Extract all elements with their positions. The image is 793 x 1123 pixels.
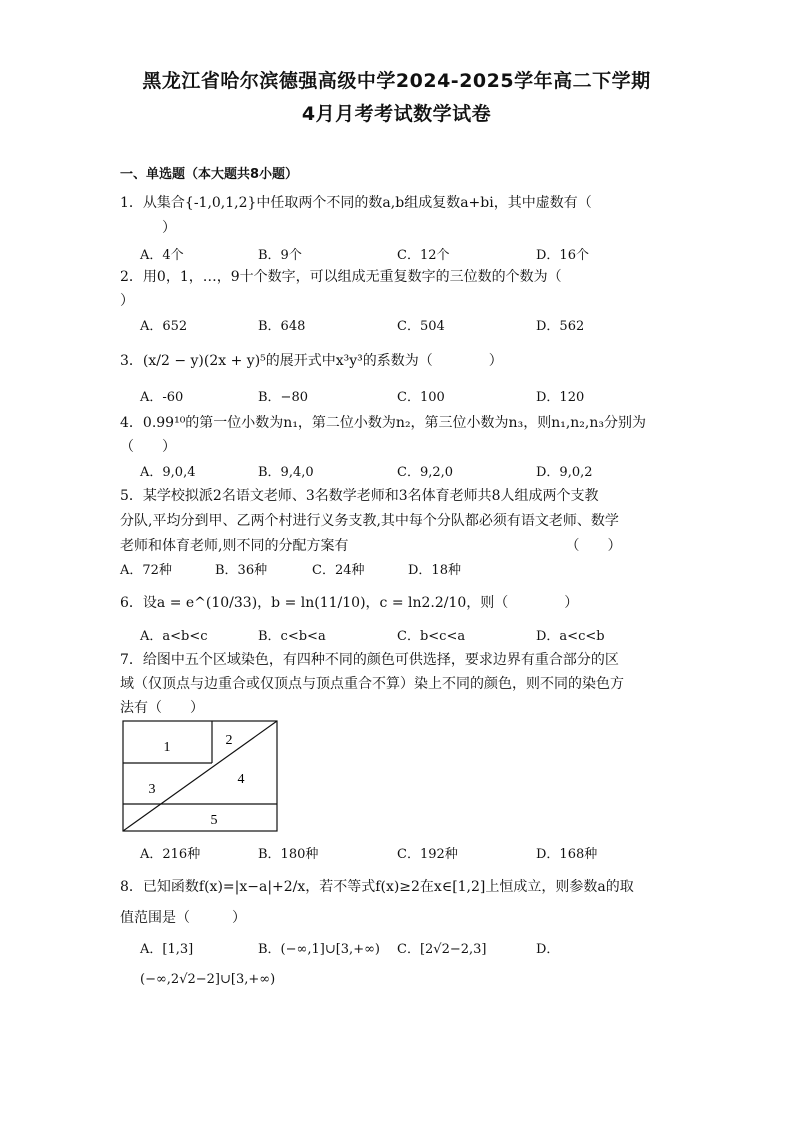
q4-option-b: B．9,4,0 <box>258 465 314 480</box>
q1-line1: 1．从集合{-1,0,1,2}中任取两个不同的数a,b组成复数a+bi，其中虚数有（ <box>120 195 592 211</box>
q2-option-c: C．504 <box>397 319 445 334</box>
q4-line2: （ ） <box>120 439 176 455</box>
q8-option-a: A．[1,3] <box>140 942 194 957</box>
q8-line2: 值范围是（ ） <box>120 910 246 926</box>
q8-option-c: C．[2√2−2,3] <box>397 942 487 957</box>
q2-line2: ） <box>120 293 134 309</box>
q4-line1: 4．0.99¹⁰的第一位小数为n₁，第二位小数为n₂，第三位小数为n₃，则n₁,n₂,n₃分别为 <box>120 415 646 431</box>
q8-option-d-label: D． <box>536 942 560 957</box>
q4-option-d: D．9,0,2 <box>536 465 593 480</box>
region-label-4: 4 <box>237 772 245 787</box>
region-label-5: 5 <box>210 813 218 828</box>
q5-option-a: A．72种 <box>120 563 172 578</box>
q1-option-d: D．16个 <box>536 248 589 263</box>
q6-option-d: D．a<c<b <box>536 629 605 644</box>
q7-option-c: C．192种 <box>397 847 458 862</box>
region-label-2: 2 <box>225 733 233 748</box>
q7-line2: 域（仅顶点与边重合或仅顶点与顶点重合不算）染上不同的颜色，则不同的染色方 <box>120 676 624 692</box>
q7-line1: 7．给图中五个区域染色，有四种不同的颜色可供选择，要求边界有重合部分的区 <box>120 652 619 668</box>
q7-option-a: A．216种 <box>140 847 201 862</box>
q5-option-b: B．36种 <box>215 563 268 578</box>
q7-line3: 法有（ ） <box>120 700 204 716</box>
q6-option-a: A．a<b<c <box>140 629 208 644</box>
q4-option-a: A．9,0,4 <box>140 465 196 480</box>
q3-option-d: D．120 <box>536 390 585 405</box>
paper-title-line1: 黑龙江省哈尔滨德强高级中学2024-2025学年高二下学期 <box>142 70 651 92</box>
q5-line1: 5．某学校拟派2名语文老师、3名数学老师和3名体育老师共8人组成两个支教 <box>120 488 599 504</box>
q5-option-d: D．18种 <box>408 563 461 578</box>
q5-line3: 老师和体育老师,则不同的分配方案有 （ ） <box>120 538 622 554</box>
q7-option-b: B．180种 <box>258 847 319 862</box>
q8-line1: 8．已知函数f(x)=|x−a|+2/x，若不等式f(x)≥2在x∈[1,2]上恒成立，则参数a的取 <box>120 879 634 895</box>
q8-option-d-value: (−∞,2√2−2]∪[3,+∞) <box>140 972 276 987</box>
q1-line2: ） <box>120 220 176 236</box>
q2-option-a: A．652 <box>140 319 188 334</box>
q3-option-c: C．100 <box>397 390 445 405</box>
region-label-1: 1 <box>163 740 171 755</box>
q5-line2: 分队,平均分到甲、乙两个村进行义务支教,其中每个分队都必须有语文老师、数学 <box>120 513 619 529</box>
coloring-figure <box>122 720 280 834</box>
q1-option-a: A．4个 <box>140 248 184 263</box>
q3-option-b: B．−80 <box>258 390 308 405</box>
q1-option-c: C．12个 <box>397 248 450 263</box>
q8-option-b: B．(−∞,1]∪[3,+∞) <box>258 942 380 957</box>
q2-option-b: B．648 <box>258 319 306 334</box>
q6-option-b: B．c<b<a <box>258 629 326 644</box>
q3-line1: 3．(x/2 − y)(2x + y)⁵的展开式中x³y³的系数为（ ） <box>120 353 503 369</box>
region-label-3: 3 <box>148 782 156 797</box>
q5-option-c: C．24种 <box>312 563 365 578</box>
q2-line1: 2．用0，1，…，9十个数字，可以组成无重复数字的三位数的个数为（ <box>120 269 562 285</box>
q3-option-a: A．-60 <box>140 390 184 405</box>
q1-option-b: B．9个 <box>258 248 302 263</box>
q4-option-c: C．9,2,0 <box>397 465 454 480</box>
q7-option-d: D．168种 <box>536 847 598 862</box>
section-heading: 一、单选题（本大题共8小题） <box>120 167 299 182</box>
figure-diagonal <box>123 721 277 831</box>
paper-title-line2: 4月月考考试数学试卷 <box>301 103 492 125</box>
q6-option-c: C．b<c<a <box>397 629 466 644</box>
q6-line1: 6．设a = e^(10/33)，b = ln(11/10)，c = ln2.2/10，则（ ） <box>120 595 579 611</box>
q2-option-d: D．562 <box>536 319 585 334</box>
